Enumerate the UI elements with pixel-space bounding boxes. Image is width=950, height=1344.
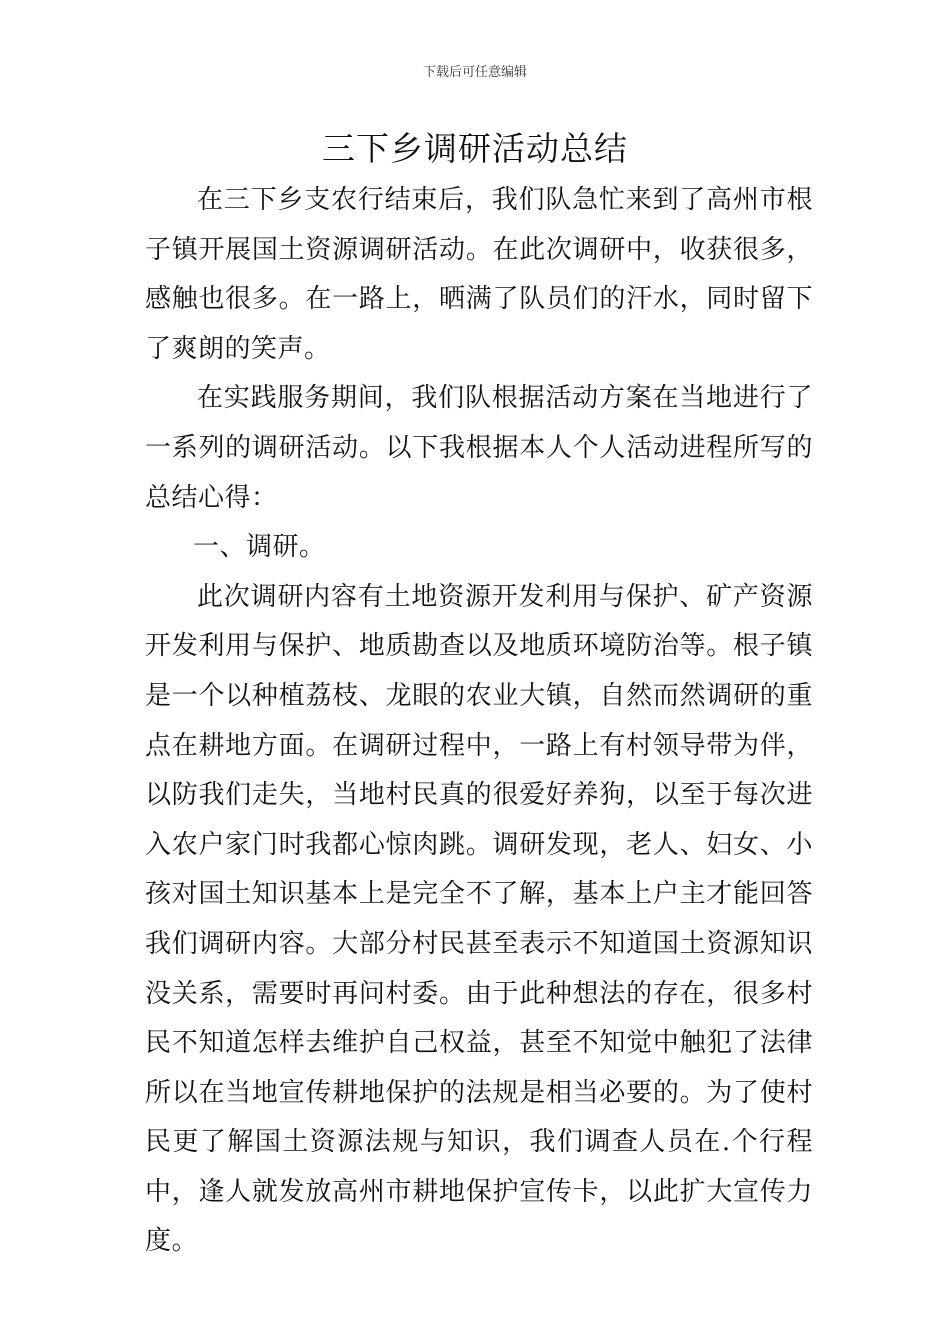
paragraph-service: 在实践服务期间，我们队根据活动方案在当地进行了一系列的调研活动。以下我根据本人个人活动进程所写的总结心得： (145, 383, 813, 513)
paragraph-research: 此次调研内容有土地资源开发利用与保护、矿产资源开发利用与保护、地质勘查以及地质环境防治等。根子镇是一个以种植荔枝、龙眼的农业大镇，自然而然调研的重点在耕地方面。在调研过程中，一路上有村领导带为伴，以防我们走失，当地村民真的很爱好养狗，以至于每次进入农户家门时我都心惊肉跳。调研发现，老人、妇女、小孩对国土知识基本上是完全不了解，基本上户主才能回答我们调研内容。大部分村民甚至表示不知道国土资源知识没关系，需要时再问村委。由于此种想法的存在，很多村民不知道怎样去维护自己权益，甚至不知觉中触犯了法律所以在当地宣传耕地保护的法规是相当必要的。为了使村民更了解国土资源法规与知识，我们调查人员在.个行程中，逢人就发放高州市耕地保护宣传卡，以此扩大宣传力度。 (145, 581, 813, 1257)
header-note: 下载后可任意编辑 (422, 65, 527, 80)
document-title: 三下乡调研活动总结 (322, 129, 628, 168)
section-heading-research: 一、调研。 (193, 532, 326, 563)
document-body (145, 176, 813, 1267)
paragraph-intro: 在三下乡支农行结束后，我们队急忙来到了高州市根子镇开展国土资源调研活动。在此次调研中，收获很多，感触也很多。在一路上，晒满了队员们的汗水，同时留下了爽朗的笑声。 (145, 185, 813, 364)
